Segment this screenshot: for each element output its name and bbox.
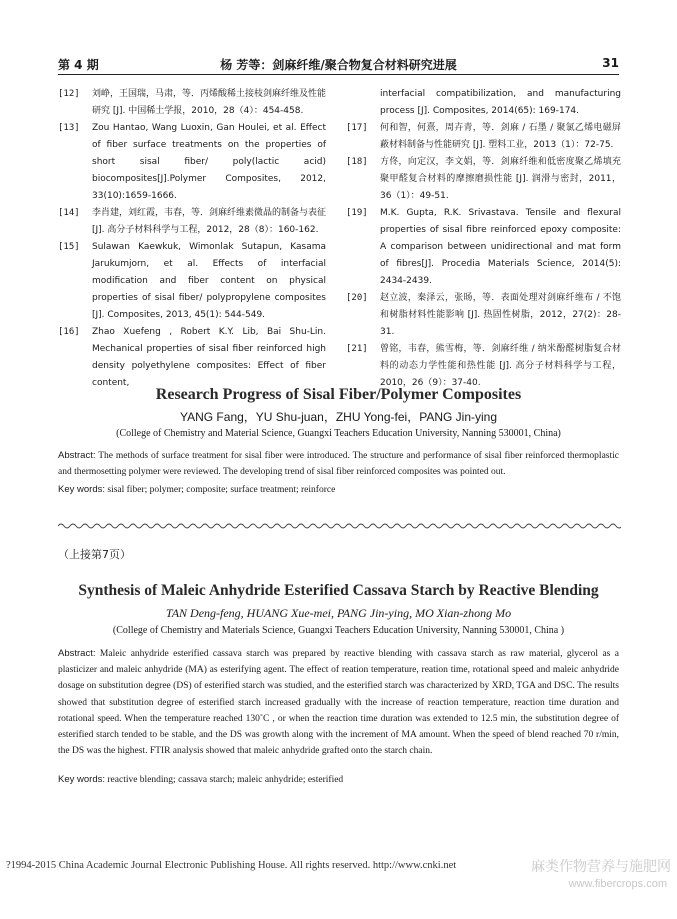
article1-keywords [58, 482, 619, 498]
reference-item: [20] 赵立波，秦泽云，张旸，等．表面处理对剑麻纤维布 / 不饱和树脂材料性能影响 [J]. 热固性树脂，2012，27(2)：28-31. [346, 293, 621, 337]
abstract-text: The methods of surface treatment for sisal fiber were introduced. The structure and performance of sisal fiber reinforced thermoplastic and thermosetting polymer were reviewed. The developing trend of sisal fiber reinforced composites was pointed out. [58, 451, 619, 477]
reference-item: [17] 何和智，何熹，周卉青，等．剑麻 / 石墨 / 聚氯乙烯电磁屏蔽材料制备与性能研究 [J]. 塑料工业，2013（1）：72-75. [346, 123, 621, 150]
abstract-text: Maleic anhydride esterified cassava starch was prepared by reactive blending with cassava starch as raw material, glycerol as a plasticizer and maleic anhydride (MA) as esterifying agent. The effect of reation temperature, reation time, rotational speed and maleic anhydride dosage on substitution degree (DS) of esterified starch was studied, and the esterified starch was characterized by XRD, TGA and DSC. The results showed that substitution degree of esterified starch increased gradually with the increase of reaction temperature, reaction time duration and rotational speed. When the temperature reached 130˚C , or when the reaction time duration was extended to 12.5 min, the substitution degree of esterified starch tended to be stable, and the DS was growth along with the increment of MA amount. When the speed of blend reached 70 r/min, the DS was the highest. FTIR analysis showed that maleic anhydride grafted onto the starch chain. [58, 649, 619, 757]
reference-item: [16] Zhao Xuefeng , Robert K.Y. Lib, Bai Shu-Lin. Mechanical properties of sisal fiber reinforced high density polyethylene composites: Effect of fiber content, [58, 327, 326, 388]
article2-keywords [58, 772, 619, 788]
copyright-footer: ?1994-2015 China Academic Journal Electronic Publishing House. All rights reserved. http://www.cnki.net [6, 860, 457, 871]
wavy-divider [58, 522, 621, 530]
watermark-url: www.fibercrops.com [568, 878, 667, 890]
article2-title: Synthesis of Maleic Anhydride Esterified Cassava Starch by Reactive Blending [78, 582, 599, 599]
keywords-text: sisal fiber; polymer; composite; surface treatment; reinforce [107, 485, 336, 495]
continued-from-label: （上接第7页） [58, 548, 131, 561]
article2-abstract [58, 646, 619, 759]
reference-item: [14] 李肖建，刘红霞，韦春，等．剑麻纤维素微晶的制备与表征 [J]. 高分子材料科学与工程，2012，28（8）：160-162. [58, 208, 327, 235]
reference-item: [13] Zou Hantao, Wang Luoxin, Gan Houlei, et al. Effect of fiber surface treatments on the properties of short sisal fiber/ poly(lactic acid) biocomposites[J].Polymer Composites, 2012, 33(10):1659-1666. [58, 123, 326, 201]
reference-item: [18] 方佟，向定汉，李文娟，等．剑麻纤维和低密度聚乙烯填充聚甲醛复合材料的摩擦磨损性能 [J]. 润滑与密封，2011，36（1）：49-51. [346, 157, 621, 201]
header-rule [58, 74, 619, 75]
article1-abstract [58, 448, 619, 480]
abstract-label: Abstract: [58, 648, 96, 659]
article1-title: Research Progress of Sisal Fiber/Polymer Composites [155, 386, 522, 403]
article1-authors: YANG Fang，YU Shu-juan，ZHU Yong-fei，PANG Jin-ying [179, 410, 498, 424]
keywords-label: Key words: [58, 484, 105, 495]
watermark-chinese: 麻类作物营养与施肥网 [531, 859, 671, 875]
reference-item: [21] 曾铭，韦春，熊雪梅，等．剑麻纤维 / 纳米酚醛树脂复合材料的动态力学性能和热性能 [J]. 高分子材料科学与工程，2010，26（9）：37-40. [346, 344, 621, 388]
issue-number: 第 4 期 [58, 58, 99, 72]
reference-item: [12] 刘峥，王国瑞，马肃，等．丙烯酸稀土接枝剑麻纤维及性能研究 [J]. 中国稀土学报，2010，28（4）：454-458. [58, 89, 327, 116]
running-header [58, 52, 619, 74]
keywords-text: reactive blending; cassava starch; maleic anhydride; esterified [107, 775, 344, 785]
abstract-label: Abstract: [58, 450, 96, 461]
references-right-column [346, 86, 621, 392]
running-title: 杨 芳等：剑麻纤维/聚合物复合材料研究进展 [220, 58, 457, 72]
references-left-column [58, 86, 326, 392]
reference-continuation: interfacial compatibilization, and manufacturing process [J]. Composites, 2014(65): 169-174. [380, 89, 621, 116]
reference-item: [19] M.K. Gupta, R.K. Srivastava. Tensile and flexural properties of sisal fibre reinforced epoxy composite: A comparison between unidirectional and mat form of fibres[J]. Procedia Materials Science, 2014(5): 2434-2439. [346, 208, 621, 286]
page-number: 31 [602, 56, 619, 70]
article1-affiliation: (College of Chemistry and Material Science, Guangxi Teachers Education University, Nanning 530001, China) [116, 428, 561, 439]
reference-item: [15] Sulawan Kaewkuk, Wimonlak Sutapun, Kasama Jarukumjorn, et al. Effects of interfacial modification and fiber content on physical properties of sisal fiber/ polypropylene composites [J]. Composites, 2013, 45(1): 544-549. [58, 242, 326, 320]
keywords-label: Key words: [58, 774, 105, 785]
article2-authors: TAN Deng-feng, HUANG Xue-mei, PANG Jin-ying, MO Xian-zhong Mo [165, 606, 512, 620]
article2-affiliation: (College of Chemistry and Materials Science, Guangxi Teachers Education University, Nanning 530001, China ) [112, 625, 565, 636]
